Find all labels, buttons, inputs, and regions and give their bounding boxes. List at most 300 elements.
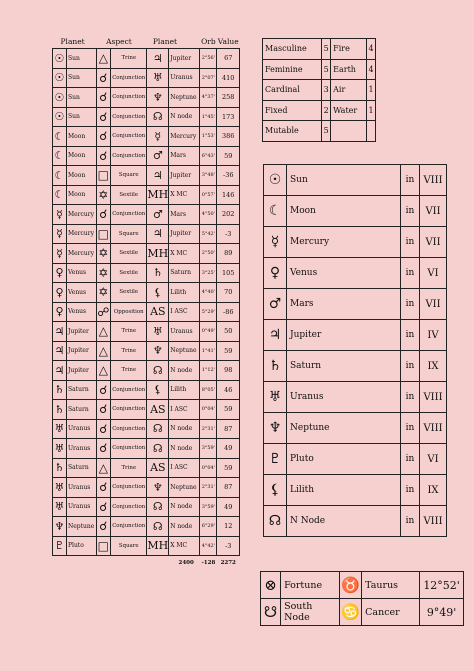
planet-glyph-icon: ♂ <box>264 289 287 320</box>
planet1-glyph-icon: ☾ <box>53 185 67 205</box>
aspect-name: Sextile <box>111 283 147 303</box>
total-orb: -128 <box>201 560 216 566</box>
aspect-glyph-icon: □ <box>96 536 111 556</box>
element-row <box>263 121 376 142</box>
aspect-value: 59 <box>217 341 240 361</box>
aspect-row <box>53 88 240 108</box>
aspect-value: -3 <box>217 536 240 556</box>
house-number: VII <box>420 289 447 320</box>
aspect-name: Conjunction <box>111 419 147 439</box>
aspect-row <box>53 68 240 88</box>
orb-value: 1°41' <box>200 341 217 361</box>
planet2-name: Uranus <box>169 322 200 342</box>
planet-name: Moon <box>287 196 401 227</box>
aspect-row <box>53 497 240 517</box>
planet2-name: Jupiter <box>169 49 200 69</box>
planet2-name: Neptune <box>169 478 200 498</box>
element-label: Air <box>331 80 367 101</box>
house-number: VIII <box>420 382 447 413</box>
quality-label: Mutable <box>263 121 322 142</box>
planet2-glyph-icon: ♂ <box>147 146 169 166</box>
aspect-row <box>53 478 240 498</box>
orb-value: 2°56' <box>200 49 217 69</box>
planet-name: Neptune <box>287 413 401 444</box>
aspect-name: Conjunction <box>111 205 147 225</box>
planet2-glyph-icon: ♆ <box>147 478 169 498</box>
aspect-name: Trine <box>111 361 147 381</box>
house-placement-table <box>263 164 447 537</box>
planet-glyph-icon: ♃ <box>264 320 287 351</box>
planet2-name: X MC <box>169 244 200 264</box>
planet2-name: X MC <box>169 536 200 556</box>
placement-row <box>264 227 447 258</box>
aspect-row <box>53 263 240 283</box>
aspect-name: Conjunction <box>111 68 147 88</box>
aspect-glyph-icon: ☌ <box>96 127 111 147</box>
quality-label: Feminine <box>263 59 322 80</box>
point-name: Fortune <box>281 572 340 599</box>
aspect-value: 202 <box>217 205 240 225</box>
aspect-glyph-icon: □ <box>96 166 111 186</box>
planet1-name: Venus <box>66 283 96 303</box>
orb-value: 0°04' <box>200 400 217 420</box>
aspect-name: Trine <box>111 49 147 69</box>
aspect-row <box>53 224 240 244</box>
aspect-name: Square <box>111 536 147 556</box>
planet1-name: Saturn <box>66 400 96 420</box>
planet-name: Venus <box>287 258 401 289</box>
placement-row <box>264 258 447 289</box>
planet2-glyph-icon: MH <box>147 185 169 205</box>
in-label: in <box>401 444 420 475</box>
aspect-row <box>53 49 240 69</box>
header-planet2: Planet <box>147 34 200 49</box>
planet1-name: Sun <box>66 49 96 69</box>
aspect-name: Trine <box>111 322 147 342</box>
planet1-glyph-icon: ☾ <box>53 146 67 166</box>
element-row <box>263 100 376 121</box>
planet1-name: Jupiter <box>66 361 96 381</box>
planet1-name: Moon <box>66 166 96 186</box>
planet2-glyph-icon: ☿ <box>147 127 169 147</box>
placement-row <box>264 506 447 537</box>
planet1-name: Moon <box>66 146 96 166</box>
planet1-glyph-icon: ♀ <box>53 283 67 303</box>
aspect-value: 46 <box>217 380 240 400</box>
planet1-glyph-icon: ♄ <box>53 380 67 400</box>
planet2-glyph-icon: AS <box>147 400 169 420</box>
planet1-glyph-icon: ☿ <box>53 224 67 244</box>
sign-name: Cancer <box>362 599 420 626</box>
aspect-name: Conjunction <box>111 127 147 147</box>
aspect-value: 386 <box>217 127 240 147</box>
placement-row <box>264 382 447 413</box>
points-table <box>260 571 464 626</box>
planet2-glyph-icon: ☊ <box>147 361 169 381</box>
in-label: in <box>401 506 420 537</box>
quality-count: 2 <box>322 100 331 121</box>
planet2-glyph-icon: ⚸ <box>147 283 169 303</box>
aspect-value: 258 <box>217 88 240 108</box>
in-label: in <box>401 289 420 320</box>
planet1-glyph-icon: ♃ <box>53 361 67 381</box>
sign-glyph-icon: ♉ <box>340 572 362 599</box>
placement-row <box>264 475 447 506</box>
planet1-name: Mercury <box>66 224 96 244</box>
planet1-glyph-icon: ☿ <box>53 244 67 264</box>
aspect-value: 67 <box>217 49 240 69</box>
element-count: 4 <box>367 59 376 80</box>
placement-row <box>264 413 447 444</box>
aspect-row <box>53 283 240 303</box>
orb-value: 0°04' <box>200 458 217 478</box>
aspect-row <box>53 107 240 127</box>
planet1-glyph-icon: ♃ <box>53 341 67 361</box>
planet2-glyph-icon: ☊ <box>147 419 169 439</box>
planet-glyph-icon: ☊ <box>264 506 287 537</box>
planet2-name: N node <box>169 439 200 459</box>
placement-row <box>264 196 447 227</box>
aspect-glyph-icon: △ <box>96 322 111 342</box>
planet1-name: Uranus <box>66 419 96 439</box>
aspect-name: Conjunction <box>111 380 147 400</box>
aspect-body <box>53 49 240 556</box>
in-label: in <box>401 165 420 196</box>
aspect-glyph-icon: △ <box>96 361 111 381</box>
aspect-row <box>53 244 240 264</box>
planet2-name: I ASC <box>169 302 200 322</box>
sign-name: Taurus <box>362 572 420 599</box>
aspect-value: 59 <box>217 458 240 478</box>
planet2-glyph-icon: ⚸ <box>147 380 169 400</box>
in-label: in <box>401 320 420 351</box>
planet1-name: Uranus <box>66 478 96 498</box>
point-row <box>261 599 464 626</box>
aspect-value: 87 <box>217 478 240 498</box>
aspect-row <box>53 341 240 361</box>
planet2-name: I ASC <box>169 458 200 478</box>
aspect-glyph-icon: ✡ <box>96 185 111 205</box>
element-label <box>331 121 367 142</box>
aspect-table <box>52 34 240 570</box>
in-label: in <box>401 475 420 506</box>
aspect-glyph-icon: ☌ <box>96 497 111 517</box>
aspect-glyph-icon: ☌ <box>96 107 111 127</box>
element-row <box>263 39 376 60</box>
planet-name: Lilith <box>287 475 401 506</box>
planet1-glyph-icon: ☉ <box>53 68 67 88</box>
element-count: 4 <box>367 39 376 60</box>
aspect-value: -3 <box>217 224 240 244</box>
planet-glyph-icon: ♇ <box>264 444 287 475</box>
planet1-glyph-icon: ☾ <box>53 166 67 186</box>
aspect-row <box>53 380 240 400</box>
aspect-row <box>53 458 240 478</box>
planet1-name: Jupiter <box>66 341 96 361</box>
planet2-name: N node <box>169 107 200 127</box>
planet-glyph-icon: ♀ <box>264 258 287 289</box>
planet1-glyph-icon: ♄ <box>53 458 67 478</box>
house-number: IX <box>420 475 447 506</box>
house-number: VI <box>420 258 447 289</box>
orb-value: 4°50' <box>200 205 217 225</box>
aspect-row <box>53 400 240 420</box>
planet1-name: Sun <box>66 107 96 127</box>
aspect-row <box>53 146 240 166</box>
orb-value: 2°50' <box>200 244 217 264</box>
house-number: VI <box>420 444 447 475</box>
planet1-glyph-icon: ☾ <box>53 127 67 147</box>
planet-glyph-icon: ☿ <box>264 227 287 258</box>
aspect-row <box>53 419 240 439</box>
placement-row <box>264 444 447 475</box>
aspect-row <box>53 439 240 459</box>
aspect-header-row <box>53 34 240 49</box>
orb-value: 8°05' <box>200 380 217 400</box>
planet-name: Mercury <box>287 227 401 258</box>
house-number: VIII <box>420 165 447 196</box>
orb-value: 0°57' <box>200 185 217 205</box>
orb-value: 2°31' <box>200 419 217 439</box>
placement-row <box>264 165 447 196</box>
placement-row <box>264 289 447 320</box>
planet1-name: Neptune <box>66 517 96 537</box>
quality-count: 5 <box>322 39 331 60</box>
planet1-name: Pluto <box>66 536 96 556</box>
aspect-value: 410 <box>217 68 240 88</box>
aspect-value: 87 <box>217 419 240 439</box>
aspect-name: Square <box>111 166 147 186</box>
planet-name: Uranus <box>287 382 401 413</box>
planet2-glyph-icon: ♂ <box>147 205 169 225</box>
planet1-name: Saturn <box>66 380 96 400</box>
header-value: Value <box>217 34 240 49</box>
orb-value: 1°45' <box>200 107 217 127</box>
planet1-name: Uranus <box>66 497 96 517</box>
planet1-glyph-icon: ♀ <box>53 302 67 322</box>
aspect-glyph-icon: ☌ <box>96 380 111 400</box>
aspect-name: Sextile <box>111 263 147 283</box>
planet-glyph-icon: ♅ <box>264 382 287 413</box>
planet1-name: Mercury <box>66 244 96 264</box>
aspect-glyph-icon: △ <box>96 341 111 361</box>
placement-row <box>264 351 447 382</box>
aspect-value: 50 <box>217 322 240 342</box>
planet1-glyph-icon: ♅ <box>53 497 67 517</box>
aspect-name: Trine <box>111 458 147 478</box>
planet-glyph-icon: ☉ <box>264 165 287 196</box>
aspect-row <box>53 361 240 381</box>
orb-value: 4°40' <box>200 283 217 303</box>
aspect-glyph-icon: □ <box>96 224 111 244</box>
aspect-value: 105 <box>217 263 240 283</box>
planet1-glyph-icon: ♆ <box>53 517 67 537</box>
planet2-name: Mars <box>169 205 200 225</box>
house-number: VII <box>420 196 447 227</box>
aspect-glyph-icon: ✡ <box>96 263 111 283</box>
point-glyph-icon: ⊗ <box>261 572 281 599</box>
planet1-glyph-icon: ☉ <box>53 49 67 69</box>
planet2-glyph-icon: ♃ <box>147 224 169 244</box>
orb-value: 0°49' <box>200 322 217 342</box>
orb-value: 1°53' <box>200 127 217 147</box>
degree-value: 12°52' <box>420 572 464 599</box>
element-label: Earth <box>331 59 367 80</box>
aspect-glyph-icon: ☌ <box>96 146 111 166</box>
quality-label: Cardinal <box>263 80 322 101</box>
planet2-glyph-icon: ♄ <box>147 263 169 283</box>
aspect-row <box>53 166 240 186</box>
quality-label: Fixed <box>263 100 322 121</box>
quality-label: Masculine <box>263 39 322 60</box>
planet1-glyph-icon: ♅ <box>53 439 67 459</box>
planet1-name: Moon <box>66 127 96 147</box>
orb-value: 5°42' <box>200 224 217 244</box>
aspect-value: -86 <box>217 302 240 322</box>
quality-count: 3 <box>322 80 331 101</box>
house-number: VIII <box>420 413 447 444</box>
element-row <box>263 59 376 80</box>
orb-value: 3°25' <box>200 263 217 283</box>
planet1-glyph-icon: ♀ <box>53 263 67 283</box>
aspect-glyph-icon: ☌ <box>96 439 111 459</box>
point-name: South Node <box>281 599 340 626</box>
aspect-name: Conjunction <box>111 478 147 498</box>
planet2-glyph-icon: ☊ <box>147 497 169 517</box>
aspect-row <box>53 302 240 322</box>
degree-value: 9°49' <box>420 599 464 626</box>
planet2-name: Lilith <box>169 380 200 400</box>
planet2-glyph-icon: ♅ <box>147 68 169 88</box>
element-count <box>367 121 376 142</box>
planet2-glyph-icon: ☊ <box>147 107 169 127</box>
aspect-total-row <box>53 556 240 571</box>
planet-name: Saturn <box>287 351 401 382</box>
planet2-glyph-icon: AS <box>147 458 169 478</box>
planet2-name: N node <box>169 497 200 517</box>
element-label: Water <box>331 100 367 121</box>
orb-value: 4°42' <box>200 536 217 556</box>
aspect-glyph-icon: ☌ <box>96 205 111 225</box>
quality-count: 5 <box>322 59 331 80</box>
planet2-name: Mars <box>169 146 200 166</box>
element-body <box>263 39 376 142</box>
aspect-row <box>53 536 240 556</box>
planet2-glyph-icon: ☊ <box>147 517 169 537</box>
aspect-name: Conjunction <box>111 146 147 166</box>
planet2-name: Uranus <box>169 68 200 88</box>
planet1-name: Venus <box>66 302 96 322</box>
aspect-value: 89 <box>217 244 240 264</box>
planet2-glyph-icon: ♆ <box>147 88 169 108</box>
planet2-name: Jupiter <box>169 166 200 186</box>
planet-glyph-icon: ⚸ <box>264 475 287 506</box>
planet-name: Sun <box>287 165 401 196</box>
in-label: in <box>401 258 420 289</box>
aspect-row <box>53 322 240 342</box>
placement-row <box>264 320 447 351</box>
planet1-name: Mercury <box>66 205 96 225</box>
planet1-glyph-icon: ♅ <box>53 419 67 439</box>
planet-glyph-icon: ☾ <box>264 196 287 227</box>
planet-name: Pluto <box>287 444 401 475</box>
aspect-value: 146 <box>217 185 240 205</box>
planet1-glyph-icon: ♅ <box>53 478 67 498</box>
planet2-name: Saturn <box>169 263 200 283</box>
aspect-glyph-icon: △ <box>96 49 111 69</box>
in-label: in <box>401 351 420 382</box>
orb-value: 4°37' <box>200 88 217 108</box>
planet2-glyph-icon: ♃ <box>147 49 169 69</box>
aspect-row <box>53 185 240 205</box>
planet2-name: Neptune <box>169 341 200 361</box>
in-label: in <box>401 413 420 444</box>
aspect-glyph-icon: ☌ <box>96 517 111 537</box>
planet2-name: I ASC <box>169 400 200 420</box>
aspect-name: Conjunction <box>111 88 147 108</box>
planet2-glyph-icon: ♆ <box>147 341 169 361</box>
house-number: VII <box>420 227 447 258</box>
sign-glyph-icon: ♋ <box>340 599 362 626</box>
planet2-name: X MC <box>169 185 200 205</box>
aspect-value: -36 <box>217 166 240 186</box>
aspect-value: 59 <box>217 146 240 166</box>
element-row <box>263 80 376 101</box>
aspect-value: 12 <box>217 517 240 537</box>
header-orb: Orb <box>200 34 217 49</box>
house-number: IX <box>420 351 447 382</box>
aspect-value: 59 <box>217 400 240 420</box>
points-body <box>261 572 464 626</box>
planet2-name: N node <box>169 419 200 439</box>
aspect-glyph-icon: △ <box>96 458 111 478</box>
total-planet2: 2400 <box>178 560 194 566</box>
planet1-glyph-icon: ☉ <box>53 107 67 127</box>
planet-name: Jupiter <box>287 320 401 351</box>
planet1-name: Uranus <box>66 439 96 459</box>
quality-count: 5 <box>322 121 331 142</box>
planet2-name: N node <box>169 517 200 537</box>
planet2-glyph-icon: ♃ <box>147 166 169 186</box>
aspect-glyph-icon: ☌ <box>96 478 111 498</box>
planet2-name: Lilith <box>169 283 200 303</box>
planet2-name: Mercury <box>169 127 200 147</box>
header-aspect: Aspect <box>96 34 147 49</box>
planet2-glyph-icon: ☊ <box>147 439 169 459</box>
planet1-name: Venus <box>66 263 96 283</box>
planet2-name: N node <box>169 361 200 381</box>
point-row <box>261 572 464 599</box>
orb-value: 5°29' <box>200 302 217 322</box>
element-count: 1 <box>367 80 376 101</box>
aspect-glyph-icon: ☌ <box>96 400 111 420</box>
planet2-glyph-icon: AS <box>147 302 169 322</box>
planet1-glyph-icon: ♃ <box>53 322 67 342</box>
orb-value: 3°59' <box>200 497 217 517</box>
aspect-glyph-icon: ✡ <box>96 244 111 264</box>
aspect-name: Conjunction <box>111 107 147 127</box>
aspect-name: Conjunction <box>111 497 147 517</box>
planet-glyph-icon: ♆ <box>264 413 287 444</box>
planet2-glyph-icon: MH <box>147 536 169 556</box>
planet1-glyph-icon: ♄ <box>53 400 67 420</box>
aspect-glyph-icon: ☌ <box>96 68 111 88</box>
element-count-table <box>262 38 376 142</box>
aspect-value: 49 <box>217 439 240 459</box>
planet1-glyph-icon: ♇ <box>53 536 67 556</box>
element-label: Fire <box>331 39 367 60</box>
aspect-row <box>53 517 240 537</box>
